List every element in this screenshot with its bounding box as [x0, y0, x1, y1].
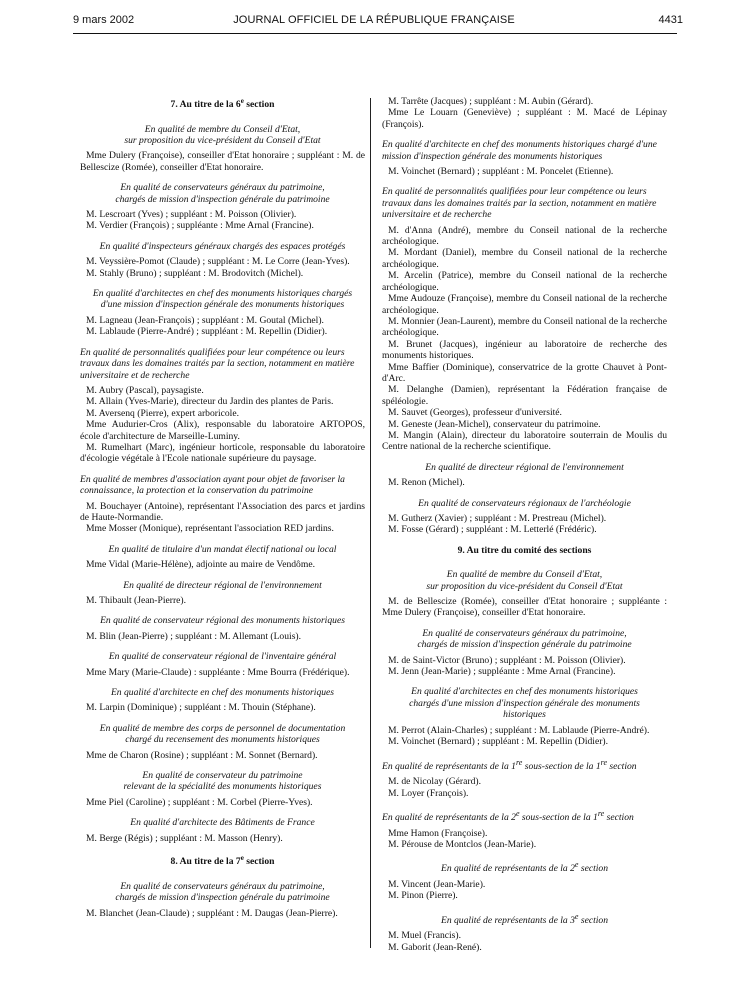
appointment-entry: M. Fosse (Gérard) ; suppléant : M. Letterlé (Frédéric). — [388, 524, 597, 536]
appointment-entry: M. Aversenq (Pierre), expert arboricole. — [86, 407, 239, 419]
appointment-entry: M. d'Anna (André), membre du Conseil national de la recherche archéologique. — [382, 224, 667, 248]
appointment-entry: M. Renon (Michel). — [388, 477, 465, 489]
appointment-entry: M. Berge (Régis) ; suppléant : M. Masson (Henry). — [86, 832, 283, 844]
appointment-entry: M. Sauvet (Georges), professeur d'université. — [388, 407, 562, 419]
section-heading: 7. Au titre de la 6e section — [170, 97, 275, 111]
category-heading: En qualité de conservateur régional de l'inventaire général — [108, 651, 337, 663]
appointment-entry: M. Larpin (Dominique) ; suppléant : M. Thouin (Stéphane). — [86, 702, 316, 714]
appointment-entry: M. Gutherz (Xavier) ; suppléant : M. Prestreau (Michel). — [388, 513, 607, 524]
appointment-entry: Mme de Charon (Rosine) ; suppléant : M. Sonnet (Bernard). — [86, 749, 318, 761]
category-heading: En qualité de membre des corps de personnel de documentation chargé du recensement des monuments historiques — [99, 722, 346, 746]
appointment-entry: M. Aubry (Pascal), paysagiste. — [86, 384, 204, 396]
appointment-entry: M. Blanchet (Jean-Claude) ; suppléant : M. Daugas (Jean-Pierre). — [86, 907, 338, 919]
appointment-entry: M. Lablaude (Pierre-André) ; suppléant : M. Repellin (Didier). — [86, 326, 328, 338]
appointment-entry: M. Mordant (Daniel), membre du Conseil national de la recherche archéologique. — [382, 247, 667, 270]
category-heading: En qualité d'architectes en chef des monuments historiques chargés d'une mission d'inspection générale des monuments historiques — [92, 288, 353, 311]
appointment-entry: Mme Le Louarn (Geneviève) ; suppléant : M. Macé de Lépinay (François). — [382, 107, 667, 130]
appointment-entry: M. Vincent (Jean-Marie). — [388, 878, 486, 890]
category-heading: En qualité de membre du Conseil d'Etat, sur proposition du vice-président du Conseil d'Etat — [124, 123, 321, 146]
category-heading: En qualité d'architectes en chef des monuments historiques chargés d'une mission d'inspection générale des monuments historiques — [409, 686, 640, 721]
category-heading: En qualité de personnalités qualifiées pour leur compétence ou leurs travaux dans les domaines traités par la section, notamment en matière universitaire et de recherche — [382, 186, 657, 221]
appointment-entry: M. Blin (Jean-Pierre) ; suppléant : M. Allemant (Louis). — [86, 630, 302, 642]
header-date: 9 mars 2002 — [73, 14, 135, 26]
appointment-entry: M. Delanghe (Damien), représentant la Fédération française de spéléologie. — [382, 384, 667, 407]
category-heading: En qualité de membre du Conseil d'Etat, sur proposition du vice-président du Conseil d'Etat — [426, 569, 623, 592]
appointment-entry: M. Pinon (Pierre). — [388, 890, 458, 902]
appointment-entry: M. de Bellescize (Romée), conseiller d'Etat honoraire ; suppléante : Mme Dulery (Françoise), conseiller d'Etat honoraire. — [382, 596, 667, 619]
appointment-entry: M. Allain (Yves-Marie), directeur du Jardin des plantes de Paris. — [86, 396, 334, 408]
appointment-entry: M. Voinchet (Bernard) ; suppléant : M. Repellin (Didier). — [388, 736, 608, 748]
page-header — [0, 14, 748, 30]
category-heading: En qualité de conservateur du patrimoine relevant de la spécialité des monuments historiques — [123, 770, 322, 793]
category-heading: En qualité d'architecte des Bâtiments de France — [130, 817, 315, 829]
left-column — [80, 96, 365, 919]
category-heading: En qualité de membres d'association ayant pour objet de favoriser la connaissance, la protection et la conservation du patrimoine — [80, 473, 345, 497]
appointment-entry: M. Gaborit (Jean-René). — [388, 941, 482, 953]
appointment-entry: M. Loyer (François). — [388, 787, 469, 799]
appointment-entry: Mme Mosser (Monique), représentant l'association RED jardins. — [86, 523, 334, 535]
appointment-entry: M. Voinchet (Bernard) ; suppléant : M. Poncelet (Etienne). — [388, 166, 614, 178]
category-heading: En qualité de conservateurs généraux du patrimoine, chargés de mission d'inspection générale du patrimoine — [115, 880, 330, 904]
header-journal-title: JOURNAL OFFICIEL DE LA RÉPUBLIQUE FRANÇAISE — [233, 14, 515, 26]
category-heading: En qualité de conservateurs généraux du patrimoine, chargés de mission d'inspection générale du patrimoine — [417, 627, 632, 651]
category-heading: En qualité d'architecte en chef des monuments historiques — [110, 687, 335, 699]
appointment-entry: M. Muel (Francis). — [388, 930, 462, 942]
right-column — [382, 96, 667, 953]
header-rule — [73, 33, 677, 34]
appointment-entry: Mme Hamon (Françoise). — [388, 827, 488, 839]
appointment-entry: M. Lagneau (Jean-François) ; suppléant : M. Goutal (Michel). — [86, 314, 324, 326]
header-page-number: 4431 — [658, 14, 683, 26]
section-heading: 8. Au titre de la 7e section — [170, 854, 275, 868]
appointment-entry: M. Jenn (Jean-Marie) ; suppléante : Mme Arnal (Francine). — [388, 666, 616, 678]
appointment-entry: M. de Nicolay (Gérard). — [388, 776, 481, 788]
category-heading: En qualité de représentants de la 2e sous-section de la 1re section — [382, 808, 634, 824]
appointment-entry: M. Perrot (Alain-Charles) ; suppléant : M. Lablaude (Pierre-André). — [388, 724, 650, 736]
appointment-entry: Mme Audouze (Françoise), membre du Conseil national de la recherche archéologique. — [382, 293, 667, 316]
appointment-entry: M. Brunet (Jacques), ingénieur au laboratoire de recherche des monuments historiques. — [382, 338, 667, 362]
appointment-entry: M. Bouchayer (Antoine), représentant l'Association des parcs et jardins de Haute-Normandie. — [80, 500, 365, 523]
category-heading: En qualité de directeur régional de l'environnement — [425, 461, 624, 473]
category-heading: En qualité de conservateurs généraux du patrimoine, chargés de mission d'inspection générale du patrimoine — [115, 182, 330, 205]
category-heading: En qualité de personnalités qualifiées pour leur compétence ou leurs travaux dans les domaines traités par la section, notamment en matière universitaire et de recherche — [80, 346, 355, 381]
section-heading: 9. Au titre du comité des sections — [457, 544, 592, 556]
appointment-entry: Mme Mary (Marie-Claude) : suppléante : Mme Bourra (Frédérique). — [86, 666, 350, 678]
appointment-entry: M. Rumelhart (Marc), ingénieur horticole, responsable du laboratoire d'écologie végétale à l'Ecole nationale supérieure du paysage. — [80, 441, 365, 465]
category-heading: En qualité de directeur régional de l'environnement — [123, 579, 322, 591]
category-heading: En qualité de représentants de la 3e section — [440, 911, 609, 926]
category-heading: En qualité de représentants de la 2e section — [440, 860, 609, 875]
category-heading: En qualité d'architecte en chef des monuments historiques chargé d'une mission d'inspection générale des monuments historiques — [382, 139, 657, 162]
appointment-entry: M. Pérouse de Montclos (Jean-Marie). — [388, 838, 537, 850]
column-divider — [370, 98, 371, 948]
category-heading: En qualité de conservateur régional des monuments historiques — [100, 615, 345, 627]
appointment-entry: Mme Baffier (Dominique), conservatrice de la grotte Chauvet à Pont-d'Arc. — [382, 361, 667, 384]
category-heading: En qualité d'inspecteurs généraux chargés des espaces protégés — [99, 240, 346, 252]
appointment-entry: Mme Vidal (Marie-Hélène), adjointe au maire de Vendôme. — [86, 559, 315, 571]
appointment-entry: M. Verdier (François) ; suppléante : Mme Arnal (Francine). — [86, 220, 314, 232]
category-heading: En qualité de titulaire d'un mandat électif national ou local — [108, 543, 337, 555]
appointment-entry: M. Stahly (Bruno) ; suppléant : M. Brodovitch (Michel). — [86, 267, 304, 279]
appointment-entry: M. Monnier (Jean-Laurent), membre du Conseil national de la recherche archéologique. — [382, 315, 667, 339]
appointment-entry: M. Geneste (Jean-Michel), conservateur du patrimoine. — [388, 418, 601, 430]
category-heading: En qualité de conservateurs régionaux de l'archéologie — [418, 497, 631, 509]
appointment-entry: M. Veyssière-Pomot (Claude) ; suppléant : M. Le Corre (Jean-Yves). — [86, 256, 350, 268]
appointment-entry: Mme Dulery (Françoise), conseiller d'Etat honoraire ; suppléant : M. de Bellescize (Romée), conseiller d'Etat honoraire. — [80, 150, 365, 173]
appointment-entry: M. Thibault (Jean-Pierre). — [86, 595, 186, 606]
appointment-entry: M. Tarrête (Jacques) ; suppléant : M. Aubin (Gérard). — [388, 96, 594, 107]
appointment-entry: M. Mangin (Alain), directeur du laboratoire souterrain de Moulis du Centre national de la recherche scientifique. — [382, 429, 667, 453]
appointment-entry: M. de Saint-Victor (Bruno) ; suppléant : M. Poisson (Olivier). — [388, 654, 626, 666]
appointment-entry: M. Lescroart (Yves) ; suppléant : M. Poisson (Olivier). — [86, 209, 297, 221]
appointment-entry: M. Arcelin (Patrice), membre du Conseil national de la recherche archéologique. — [382, 270, 667, 293]
appointment-entry: Mme Piel (Caroline) ; suppléant : M. Corbel (Pierre-Yves). — [86, 796, 313, 808]
appointment-entry: Mme Audurier-Cros (Alix), responsable du laboratoire ARTOPOS, école d'architecture de Marseille-Luminy. — [80, 419, 365, 442]
category-heading: En qualité de représentants de la 1re sous-section de la 1re section — [382, 757, 637, 772]
